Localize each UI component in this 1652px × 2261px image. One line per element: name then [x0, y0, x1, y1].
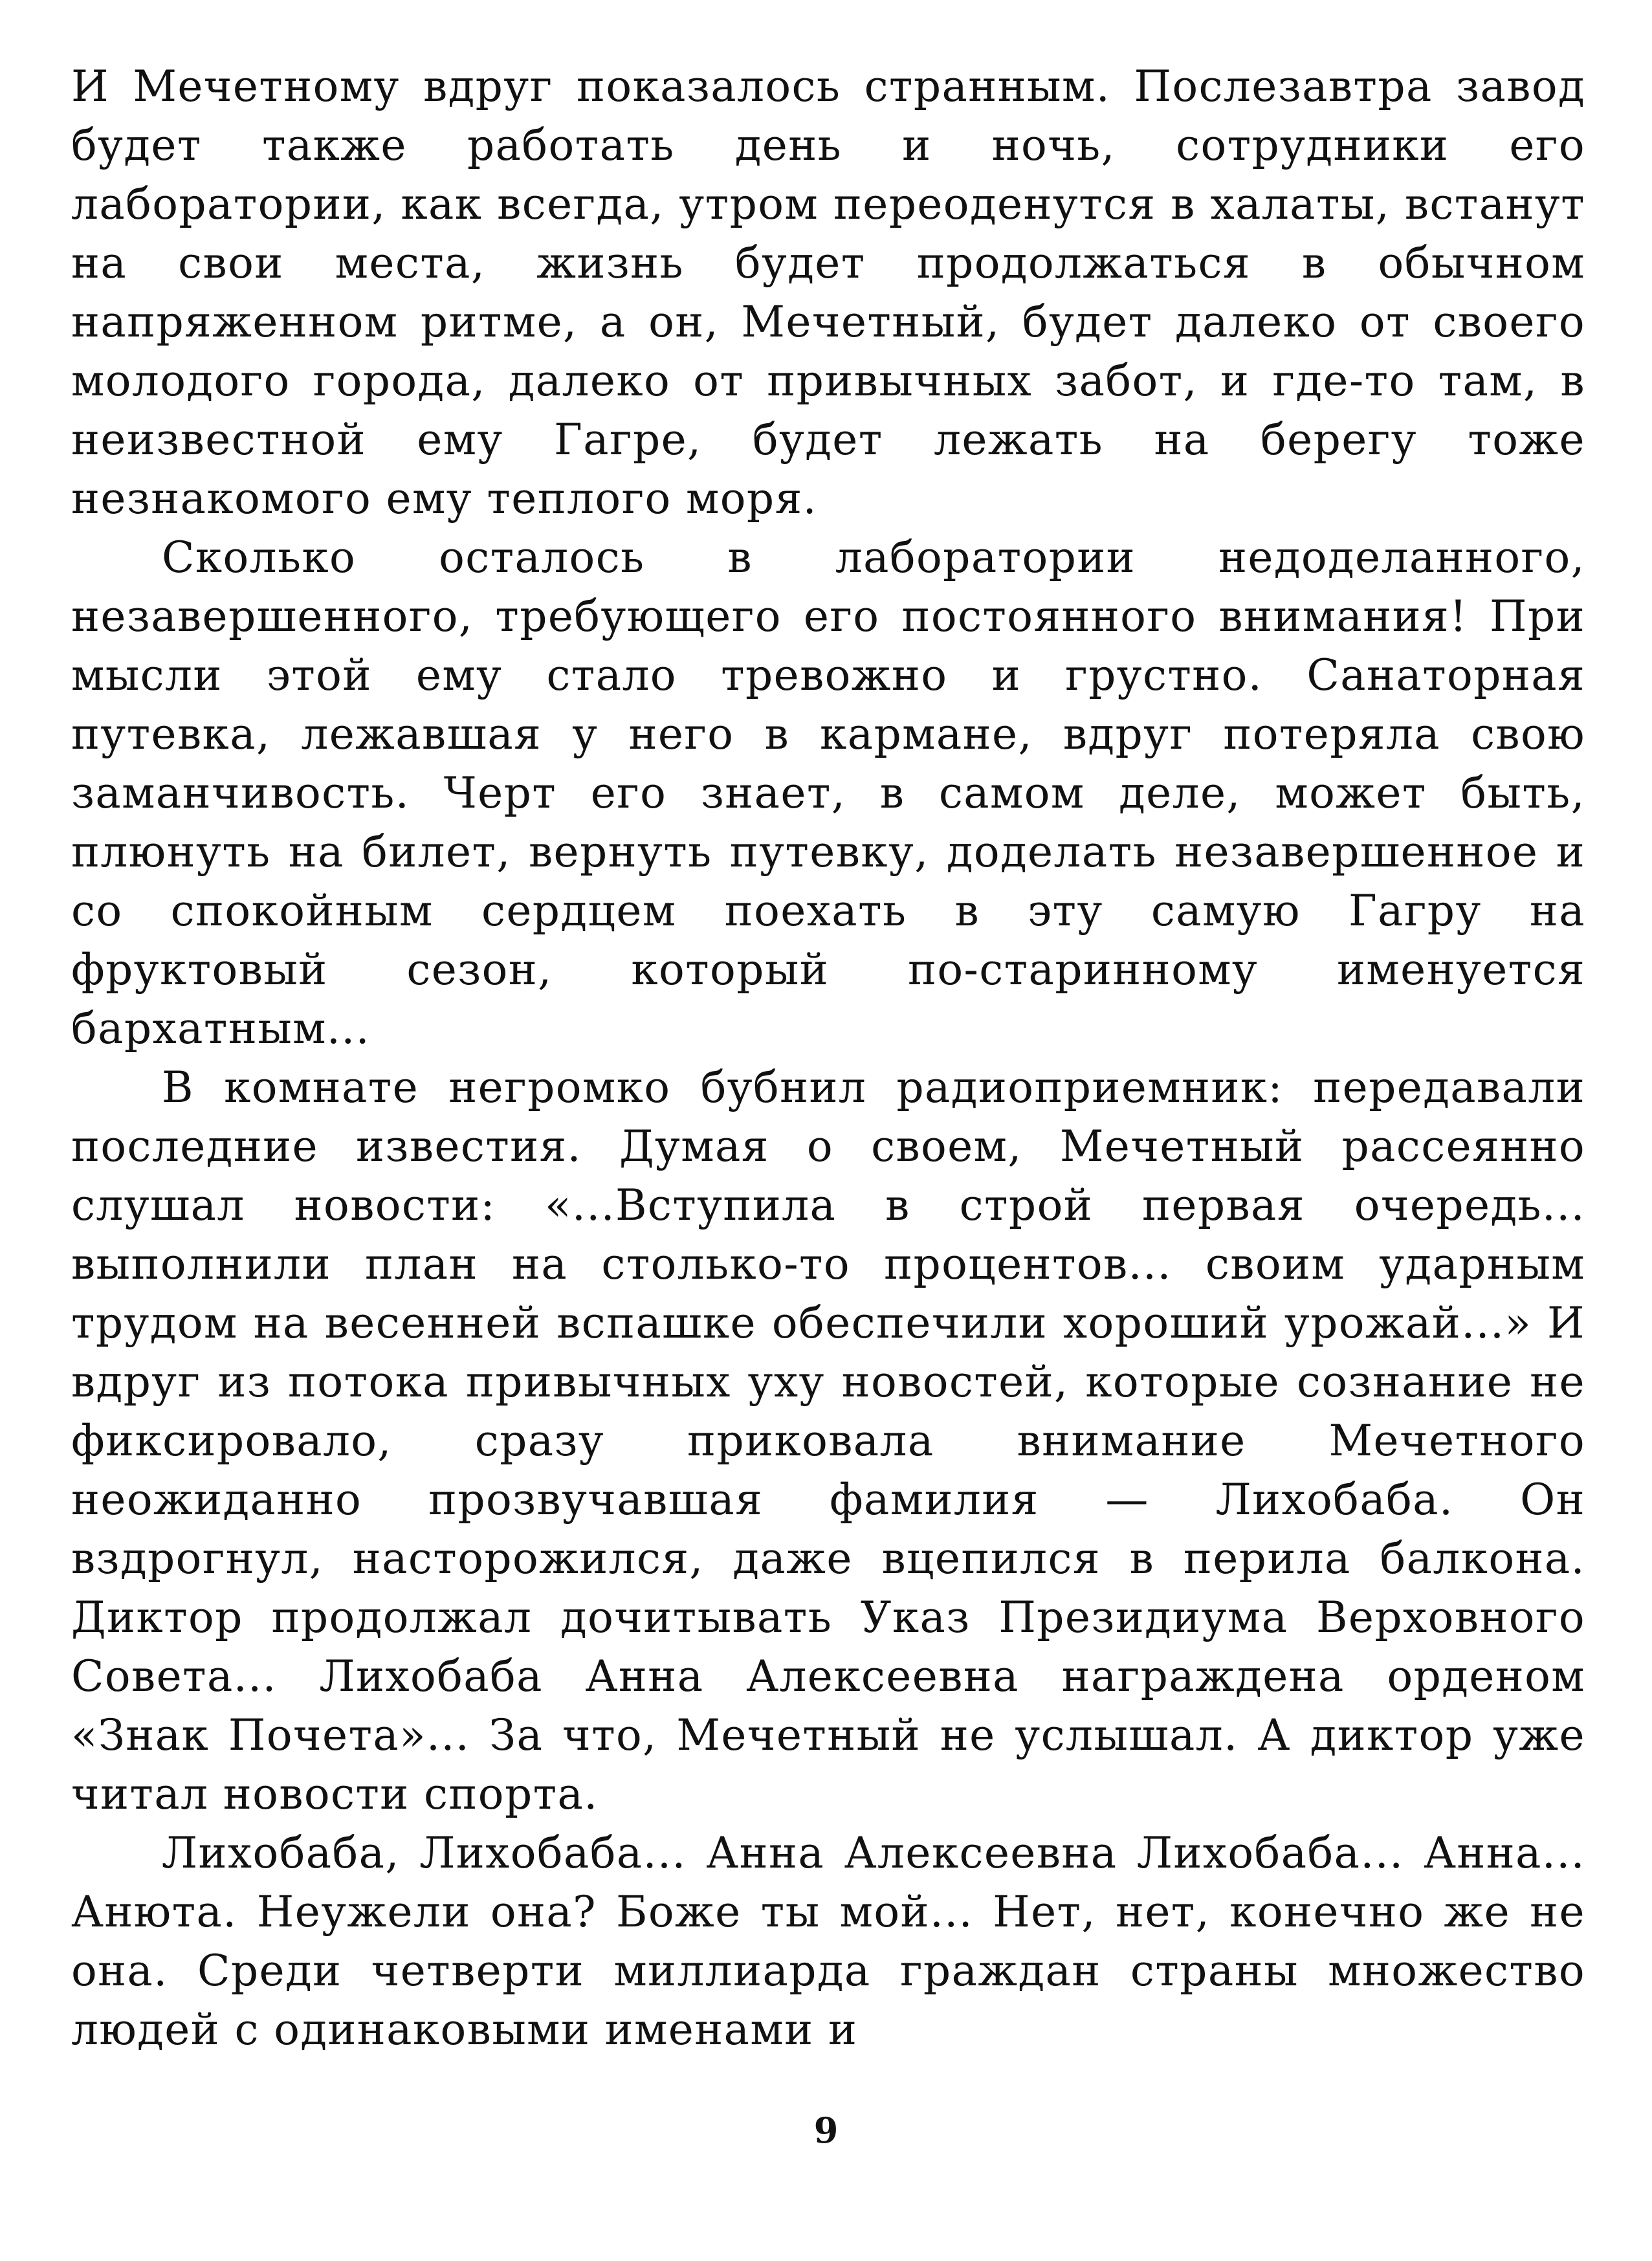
paragraph-4: Лихобаба, Лихобаба... Анна Алексеевна Лихобаба... Анна... Анюта. Неужели она? Боже ты мой... Нет, нет, конечно же не она. Среди четверти миллиарда граждан страны множество людей с одинаковыми именами и: [71, 1828, 1585, 2055]
page-number: 9: [813, 2110, 839, 2151]
body-text: [71, 57, 1585, 2059]
paragraph-1: И Мечетному вдруг показалось странным. Послезавтра завод будет также работать день и ночь, сотрудники его лаборатории, как всегда, утром переоденутся в халаты, встанут на свои места, жизнь будет продолжаться в обычном напряженном ритме, а он, Мечетный, будет далеко от своего молодого города, далеко от привычных забот, и где-то там, в неизвестной ему Гагре, будет лежать на берегу тоже незнакомого ему теплого моря.: [71, 61, 1585, 524]
paragraph-2: Сколько осталось в лаборатории недоделанного, незавершенного, требующего его постоянного внимания! При мысли этой ему стало тревожно и грустно. Санаторная путевка, лежавшая у него в кармане, вдруг потеряла свою заманчивость. Черт его знает, в самом деле, может быть, плюнуть на билет, вернуть путевку, доделать незавершенное и со спокойным сердцем поехать в эту самую Гагру на фруктовый сезон, который по-старинному именуется бархатным...: [71, 533, 1585, 1053]
paragraph-3: В комнате негромко бубнил радиоприемник: передавали последние известия. Думая о своем, Мечетный рассеянно слушал новости: «...Вступила в строй первая очередь... выполнили план на столько-то процентов... своим ударным трудом на весенней вспашке обеспечили хороший урожай...» И вдруг из потока привычных уху новостей, которые сознание не фиксировало, сразу приковала внимание Мечетного неожиданно прозвучавшая фамилия — Лихобаба. Он вздрогнул, насторожился, даже вцепился в перила балкона. Диктор продолжал дочитывать Указ Президиума Верховного Совета... Лихобаба Анна Алексеевна награждена орденом «Знак Почета»... За что, Мечетный не услышал. А диктор уже читал новости спорта.: [71, 1063, 1585, 1819]
